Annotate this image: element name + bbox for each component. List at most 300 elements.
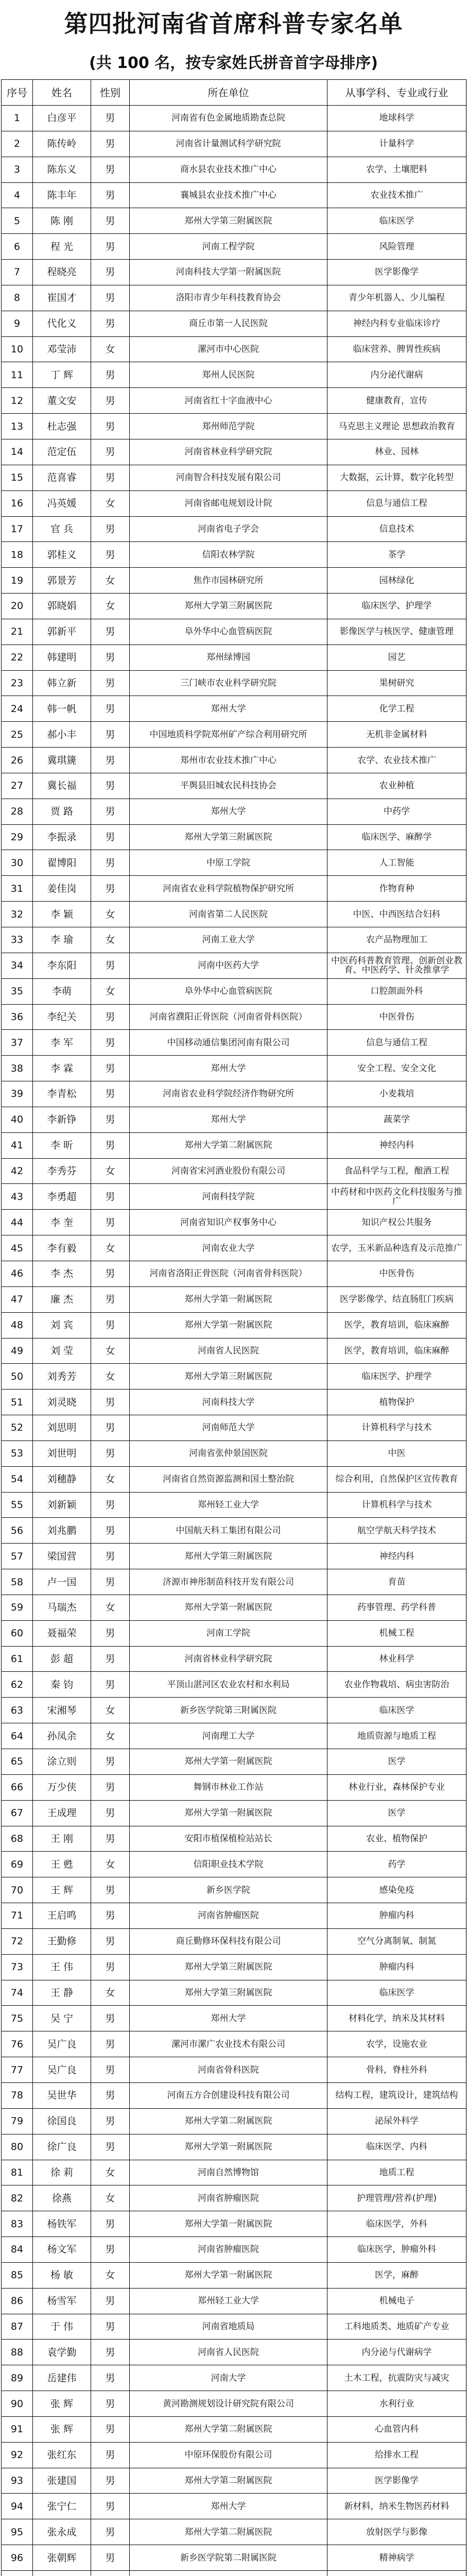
expert-name: 李 瑜 <box>33 927 91 953</box>
gender: 男 <box>91 1389 130 1415</box>
row-number: 65 <box>2 1749 33 1775</box>
expert-name: 王 辉 <box>33 1877 91 1903</box>
row-number: 33 <box>2 927 33 953</box>
expert-name: 刘世明 <box>33 1440 91 1466</box>
organization: 郑州大学 <box>130 696 327 722</box>
table-row <box>2 2365 466 2391</box>
table-row <box>2 824 466 850</box>
gender: 男 <box>91 311 130 336</box>
expert-name: 王启鸣 <box>33 1903 91 1929</box>
expert-name: 李 军 <box>33 1030 91 1056</box>
table-row <box>2 2211 466 2237</box>
discipline: 空气分离制氧、制氮 <box>327 1928 466 1954</box>
row-number: 11 <box>2 362 33 388</box>
organization: 郑州大学第二附属医院 <box>130 1132 327 1158</box>
row-number: 96 <box>2 2545 33 2571</box>
organization: 河南省洛阳正骨医院（河南省骨科医院） <box>130 1261 327 1286</box>
gender: 男 <box>91 1312 130 1338</box>
table-row <box>2 311 466 336</box>
organization: 郑州大学第一附属医院 <box>130 1749 327 1775</box>
organization: 郑州大学第一附属医院 <box>130 1595 327 1620</box>
gender: 女 <box>91 568 130 594</box>
expert-name: 岳建伟 <box>33 2365 91 2391</box>
expert-name: 郝小丰 <box>33 722 91 748</box>
table-row <box>2 1569 466 1595</box>
discipline: 农业种植 <box>327 773 466 799</box>
discipline: 临床医学 <box>327 208 466 234</box>
expert-name: 杨 敏 <box>33 2262 91 2288</box>
table-row <box>2 1235 466 1261</box>
row-number: 2 <box>2 131 33 157</box>
discipline: 风险管理 <box>327 234 466 260</box>
organization: 郑州大学 <box>130 1056 327 1081</box>
organization: 郑州大学第二附属医院 <box>130 2416 327 2442</box>
row-number: 90 <box>2 2391 33 2417</box>
organization: 河南农业大学 <box>130 1235 327 1261</box>
gender: 男 <box>91 1749 130 1775</box>
organization: 河南理工大学 <box>130 1723 327 1749</box>
table-row <box>2 645 466 670</box>
table-row <box>2 799 466 824</box>
organization: 安阳市植保植检站站长 <box>130 1826 327 1852</box>
gender: 男 <box>91 748 130 773</box>
table-row <box>2 670 466 696</box>
gender: 男 <box>91 645 130 670</box>
organization: 郑州绿博园 <box>130 645 327 670</box>
table-row <box>2 1030 466 1056</box>
row-number: 88 <box>2 2340 33 2365</box>
gender: 男 <box>91 1030 130 1056</box>
organization: 郑州大学第三附属医院 <box>130 1364 327 1389</box>
expert-name: 刘灵晓 <box>33 1389 91 1415</box>
discipline: 神经内科 <box>327 1132 466 1158</box>
expert-name: 马瑞杰 <box>33 1595 91 1620</box>
table-row <box>2 619 466 645</box>
table-row <box>2 1312 466 1338</box>
discipline: 感染免疫 <box>327 1877 466 1903</box>
table-row <box>2 1056 466 1081</box>
table-row <box>2 1672 466 1698</box>
organization: 郑州大学第三附属医院 <box>130 1980 327 2006</box>
table-row <box>2 594 466 619</box>
discipline: 医学 <box>327 1749 466 1775</box>
row-number: 25 <box>2 722 33 748</box>
gender: 男 <box>91 208 130 234</box>
expert-name: 程 光 <box>33 234 91 260</box>
table-row <box>2 2391 466 2417</box>
discipline: 农业作物栽培、病虫害防治 <box>327 1672 466 1698</box>
table-row <box>2 1081 466 1107</box>
expert-name: 张永成 <box>33 2519 91 2545</box>
discipline: 中医骨伤 <box>327 1004 466 1030</box>
discipline: 综合利用，自然保护区宣传教育 <box>327 1466 466 1492</box>
row-number: 80 <box>2 2134 33 2160</box>
discipline: 中药学 <box>327 799 466 824</box>
discipline: 植物保护 <box>327 1389 466 1415</box>
discipline: 茶学 <box>327 542 466 568</box>
expert-name: 彭 超 <box>33 1646 91 1672</box>
gender: 男 <box>91 1903 130 1929</box>
expert-name: 王 刚 <box>33 1826 91 1852</box>
row-number: 89 <box>2 2365 33 2391</box>
discipline: 无机非金属材料 <box>327 722 466 748</box>
table-row <box>2 2082 466 2108</box>
organization: 新乡医学院 <box>130 1877 327 1903</box>
table-row <box>2 2006 466 2031</box>
row-number: 43 <box>2 1184 33 1210</box>
gender: 男 <box>91 234 130 260</box>
discipline: 信息与通信工程 <box>327 490 466 516</box>
discipline: 蔬菜学 <box>327 1107 466 1132</box>
discipline: 中医 <box>327 1440 466 1466</box>
row-number: 32 <box>2 902 33 927</box>
discipline: 农学，玉米新品种选育及示范推广 <box>327 1235 466 1261</box>
organization: 河南省林业科学研究院 <box>130 1646 327 1672</box>
expert-name: 刘 宾 <box>33 1312 91 1338</box>
organization: 中原工学院 <box>130 850 327 876</box>
row-number: 50 <box>2 1364 33 1389</box>
gender: 女 <box>91 2185 130 2211</box>
expert-name: 李勇超 <box>33 1184 91 1210</box>
expert-name: 刘秀芳 <box>33 1364 91 1389</box>
expert-name: 冀长福 <box>33 773 91 799</box>
table-row <box>2 490 466 516</box>
organization: 河南智合科技发展有限公司 <box>130 465 327 490</box>
table-row <box>2 131 466 157</box>
row-number: 12 <box>2 388 33 414</box>
row-number: 22 <box>2 645 33 670</box>
row-number: 7 <box>2 260 33 285</box>
table-row <box>2 208 466 234</box>
discipline: 临床医学 <box>327 1698 466 1723</box>
gender: 男 <box>91 1261 130 1286</box>
expert-name: 王成理 <box>33 1800 91 1826</box>
organization: 信阳农林学院 <box>130 542 327 568</box>
gender: 男 <box>91 1415 130 1441</box>
table-row <box>2 1440 466 1466</box>
gender: 男 <box>91 1774 130 1800</box>
table-row <box>2 285 466 311</box>
row-number: 75 <box>2 2006 33 2031</box>
table-row <box>2 260 466 285</box>
table-row <box>2 2031 466 2057</box>
row-number: 84 <box>2 2237 33 2263</box>
row-number: 29 <box>2 824 33 850</box>
discipline: 中医药科普教育管理、创新创业教育、中医药学、针灸推拿学 <box>327 953 466 978</box>
table-row <box>2 1928 466 1954</box>
table-row <box>2 106 466 131</box>
gender: 男 <box>91 1210 130 1235</box>
organization: 郑州大学第二附属医院 <box>130 2468 327 2494</box>
row-number: 68 <box>2 1826 33 1852</box>
expert-name: 范定伍 <box>33 439 91 465</box>
expert-name: 郭新平 <box>33 619 91 645</box>
table-row <box>2 1158 466 1184</box>
expert-name: 冯英媛 <box>33 490 91 516</box>
row-number: 6 <box>2 234 33 260</box>
organization: 平舆县旧城农民科技协会 <box>130 773 327 799</box>
gender: 男 <box>91 2442 130 2468</box>
organization: 新乡医学院第三附属医院 <box>130 1698 327 1723</box>
table-row <box>2 2442 466 2468</box>
discipline <box>327 2571 466 2576</box>
row-number: 61 <box>2 1646 33 1672</box>
expert-name: 陈传岭 <box>33 131 91 157</box>
organization: 济源市神彤制苗科技开发有限公司 <box>130 1569 327 1595</box>
gender: 男 <box>91 516 130 542</box>
organization: 信阳职业技术学院 <box>130 1852 327 1877</box>
expert-name: 郭桂义 <box>33 542 91 568</box>
gender: 男 <box>91 362 130 388</box>
row-number: 34 <box>2 953 33 978</box>
row-number: 64 <box>2 1723 33 1749</box>
gender: 男 <box>91 2365 130 2391</box>
table-row <box>2 1286 466 1312</box>
discipline: 中药材和中医药文化科技服务与推广 <box>327 1184 466 1210</box>
row-number: 87 <box>2 2314 33 2340</box>
table-row <box>2 1877 466 1903</box>
expert-name: 吴广良 <box>33 2057 91 2083</box>
row-number: 40 <box>2 1107 33 1132</box>
table-row <box>2 1595 466 1620</box>
table-row <box>2 1466 466 1492</box>
expert-name: 于 伟 <box>33 2314 91 2340</box>
table-row <box>2 722 466 748</box>
table-row <box>2 1107 466 1132</box>
table-row <box>2 2288 466 2314</box>
discipline: 林业行业，森林保护专业 <box>327 1774 466 1800</box>
row-number: 56 <box>2 1518 33 1544</box>
expert-name: 韩立新 <box>33 670 91 696</box>
gender: 男 <box>91 2057 130 2083</box>
discipline: 农学，设施农业 <box>327 2031 466 2057</box>
table-row <box>2 1852 466 1877</box>
table-row <box>2 1004 466 1030</box>
row-number: 15 <box>2 465 33 490</box>
expert-name: 万少侠 <box>33 1774 91 1800</box>
row-number: 20 <box>2 594 33 619</box>
gender: 男 <box>91 439 130 465</box>
row-number: 58 <box>2 1569 33 1595</box>
discipline: 临床医学，肿瘤外科 <box>327 2237 466 2263</box>
expert-name: 李秀芬 <box>33 1158 91 1184</box>
row-number: 16 <box>2 490 33 516</box>
gender: 男 <box>91 2211 130 2237</box>
table-row <box>2 414 466 439</box>
gender: 男 <box>91 2314 130 2340</box>
expert-name: 徐 莉 <box>33 2160 91 2185</box>
row-number: 24 <box>2 696 33 722</box>
gender: 男 <box>91 182 130 208</box>
organization: 漯河市中心医院 <box>130 336 327 362</box>
organization: 河南省计量测试科学研究院 <box>130 131 327 157</box>
gender: 男 <box>91 2031 130 2057</box>
row-number: 91 <box>2 2416 33 2442</box>
table-row <box>2 1364 466 1389</box>
organization: 三门峡市农业科学研究院 <box>130 670 327 696</box>
header-name: 姓名 <box>33 80 91 106</box>
expert-name: 李有毅 <box>33 1235 91 1261</box>
row-number: 42 <box>2 1158 33 1184</box>
table-row <box>2 1980 466 2006</box>
table-row <box>2 1954 466 1980</box>
organization: 河南科技大学 <box>130 1389 327 1415</box>
row-number: 9 <box>2 311 33 336</box>
gender: 男 <box>91 1081 130 1107</box>
gender: 男 <box>91 1056 130 1081</box>
expert-table <box>1 79 466 2576</box>
gender: 男 <box>91 157 130 182</box>
expert-name: 廉 杰 <box>33 1286 91 1312</box>
expert-name: 董文安 <box>33 388 91 414</box>
expert-name: 张建国 <box>33 2468 91 2494</box>
row-number: 67 <box>2 1800 33 1826</box>
gender: 男 <box>91 2134 130 2160</box>
organization: 郑州大学第一附属医院 <box>130 1286 327 1312</box>
gender: 男 <box>91 465 130 490</box>
expert-name: 吴 宁 <box>33 2006 91 2031</box>
organization: 舞钢市林业工作站 <box>130 1774 327 1800</box>
organization: 河南五方合创建设科技有限公司 <box>130 2082 327 2108</box>
expert-name: 秦 钧 <box>33 1672 91 1698</box>
gender: 男 <box>91 2288 130 2314</box>
row-number: 36 <box>2 1004 33 1030</box>
discipline: 肿瘤内科 <box>327 1954 466 1980</box>
table-row <box>2 1184 466 1210</box>
gender: 男 <box>91 1800 130 1826</box>
gender: 男 <box>91 696 130 722</box>
discipline: 机械电子 <box>327 2288 466 2314</box>
organization: 郑州大学第二附属医院 <box>130 2108 327 2134</box>
row-number: 82 <box>2 2185 33 2211</box>
gender: 男 <box>91 2416 130 2442</box>
gender: 男 <box>91 542 130 568</box>
row-number: 26 <box>2 748 33 773</box>
organization: 河南大学 <box>130 2365 327 2391</box>
gender: 男 <box>91 2494 130 2519</box>
discipline: 放射医学与影像 <box>327 2519 466 2545</box>
row-number: 5 <box>2 208 33 234</box>
gender: 男 <box>91 1184 130 1210</box>
table-row <box>2 336 466 362</box>
organization: 中国航天科工集团有限公司 <box>130 1518 327 1544</box>
table-row <box>2 2340 466 2365</box>
discipline: 肿瘤内科 <box>327 1903 466 1929</box>
expert-name: 范喜睿 <box>33 465 91 490</box>
row-number: 60 <box>2 1620 33 1646</box>
discipline: 医学，麻醉 <box>327 2262 466 2288</box>
gender: 男 <box>91 953 130 978</box>
discipline: 农业技术推广 <box>327 182 466 208</box>
discipline: 育苗 <box>327 1569 466 1595</box>
table-row <box>2 1620 466 1646</box>
gender: 女 <box>91 902 130 927</box>
row-number: 77 <box>2 2057 33 2083</box>
row-number: 37 <box>2 1030 33 1056</box>
row-number: 17 <box>2 516 33 542</box>
table-row <box>2 2237 466 2263</box>
organization: 河南师范大学 <box>130 1415 327 1441</box>
discipline: 医学，教育培训，临床麻醉 <box>327 1338 466 1364</box>
gender: 男 <box>91 1826 130 1852</box>
expert-name: 王 甦 <box>33 1852 91 1877</box>
row-number: 35 <box>2 978 33 1004</box>
gender: 男 <box>91 1004 130 1030</box>
gender: 女 <box>91 1595 130 1620</box>
gender: 男 <box>91 1928 130 1954</box>
row-number: 13 <box>2 414 33 439</box>
gender: 男 <box>91 2340 130 2365</box>
discipline: 护理管理/营养(护理) <box>327 2185 466 2211</box>
table-row <box>2 1903 466 1929</box>
gender: 男 <box>91 1569 130 1595</box>
table-row <box>2 748 466 773</box>
discipline: 大数据，云计算，数字化转型 <box>327 465 466 490</box>
organization: 河南省地质局 <box>130 2314 327 2340</box>
discipline: 人工智能 <box>327 850 466 876</box>
gender: 男 <box>91 1544 130 1569</box>
expert-name: 卢一国 <box>33 1569 91 1595</box>
table-row <box>2 362 466 388</box>
discipline: 骨科，脊柱外科 <box>327 2057 466 2083</box>
discipline: 结构工程，建筑设计，建筑结构 <box>327 2082 466 2108</box>
discipline: 内分泌代谢病 <box>327 362 466 388</box>
expert-name: 韩建明 <box>33 645 91 670</box>
expert-name: 张宁仁 <box>33 2494 91 2519</box>
table-row <box>2 2571 466 2576</box>
expert-name: 代化义 <box>33 311 91 336</box>
discipline: 临床医学、麻醉学 <box>327 824 466 850</box>
gender: 男 <box>91 1440 130 1466</box>
row-number: 73 <box>2 1954 33 1980</box>
gender: 男 <box>91 1954 130 1980</box>
discipline: 安全工程、安全文化 <box>327 1056 466 1081</box>
table-row <box>2 953 466 978</box>
expert-name: 吴广良 <box>33 2031 91 2057</box>
header-field: 从事学科、专业或行业 <box>327 80 466 106</box>
discipline: 小麦栽培 <box>327 1081 466 1107</box>
gender: 女 <box>91 978 130 1004</box>
row-number: 38 <box>2 1056 33 1081</box>
table-row <box>2 1210 466 1235</box>
expert-name: 刘新颖 <box>33 1492 91 1518</box>
organization: 河南省知识产权事务中心 <box>130 1210 327 1235</box>
gender: 女 <box>91 490 130 516</box>
expert-name: 李 颖 <box>33 902 91 927</box>
organization: 洛阳市青少年科技教育协会 <box>130 285 327 311</box>
table-row <box>2 2545 466 2571</box>
gender: 女 <box>91 1852 130 1877</box>
organization: 平顶山湛河区农业农村和水利局 <box>130 1672 327 1698</box>
discipline: 口腔颌面外科 <box>327 978 466 1004</box>
discipline: 信息与通信工程 <box>327 1030 466 1056</box>
table-row <box>2 2519 466 2545</box>
organization: 河南省电子学会 <box>130 516 327 542</box>
discipline: 地质资源与地质工程 <box>327 1723 466 1749</box>
expert-name <box>33 2571 91 2576</box>
table-row <box>2 978 466 1004</box>
row-number: 62 <box>2 1672 33 1698</box>
expert-name: 贾 路 <box>33 799 91 824</box>
expert-name: 宋湘琴 <box>33 1698 91 1723</box>
discipline: 林业、园林 <box>327 439 466 465</box>
organization: 河南省自然资源监测和国土整治院 <box>130 1466 327 1492</box>
organization: 河南工学院 <box>130 1620 327 1646</box>
expert-name: 张红东 <box>33 2442 91 2468</box>
expert-name: 李 杰 <box>33 1261 91 1286</box>
row-number: 81 <box>2 2160 33 2185</box>
row-number: 48 <box>2 1312 33 1338</box>
